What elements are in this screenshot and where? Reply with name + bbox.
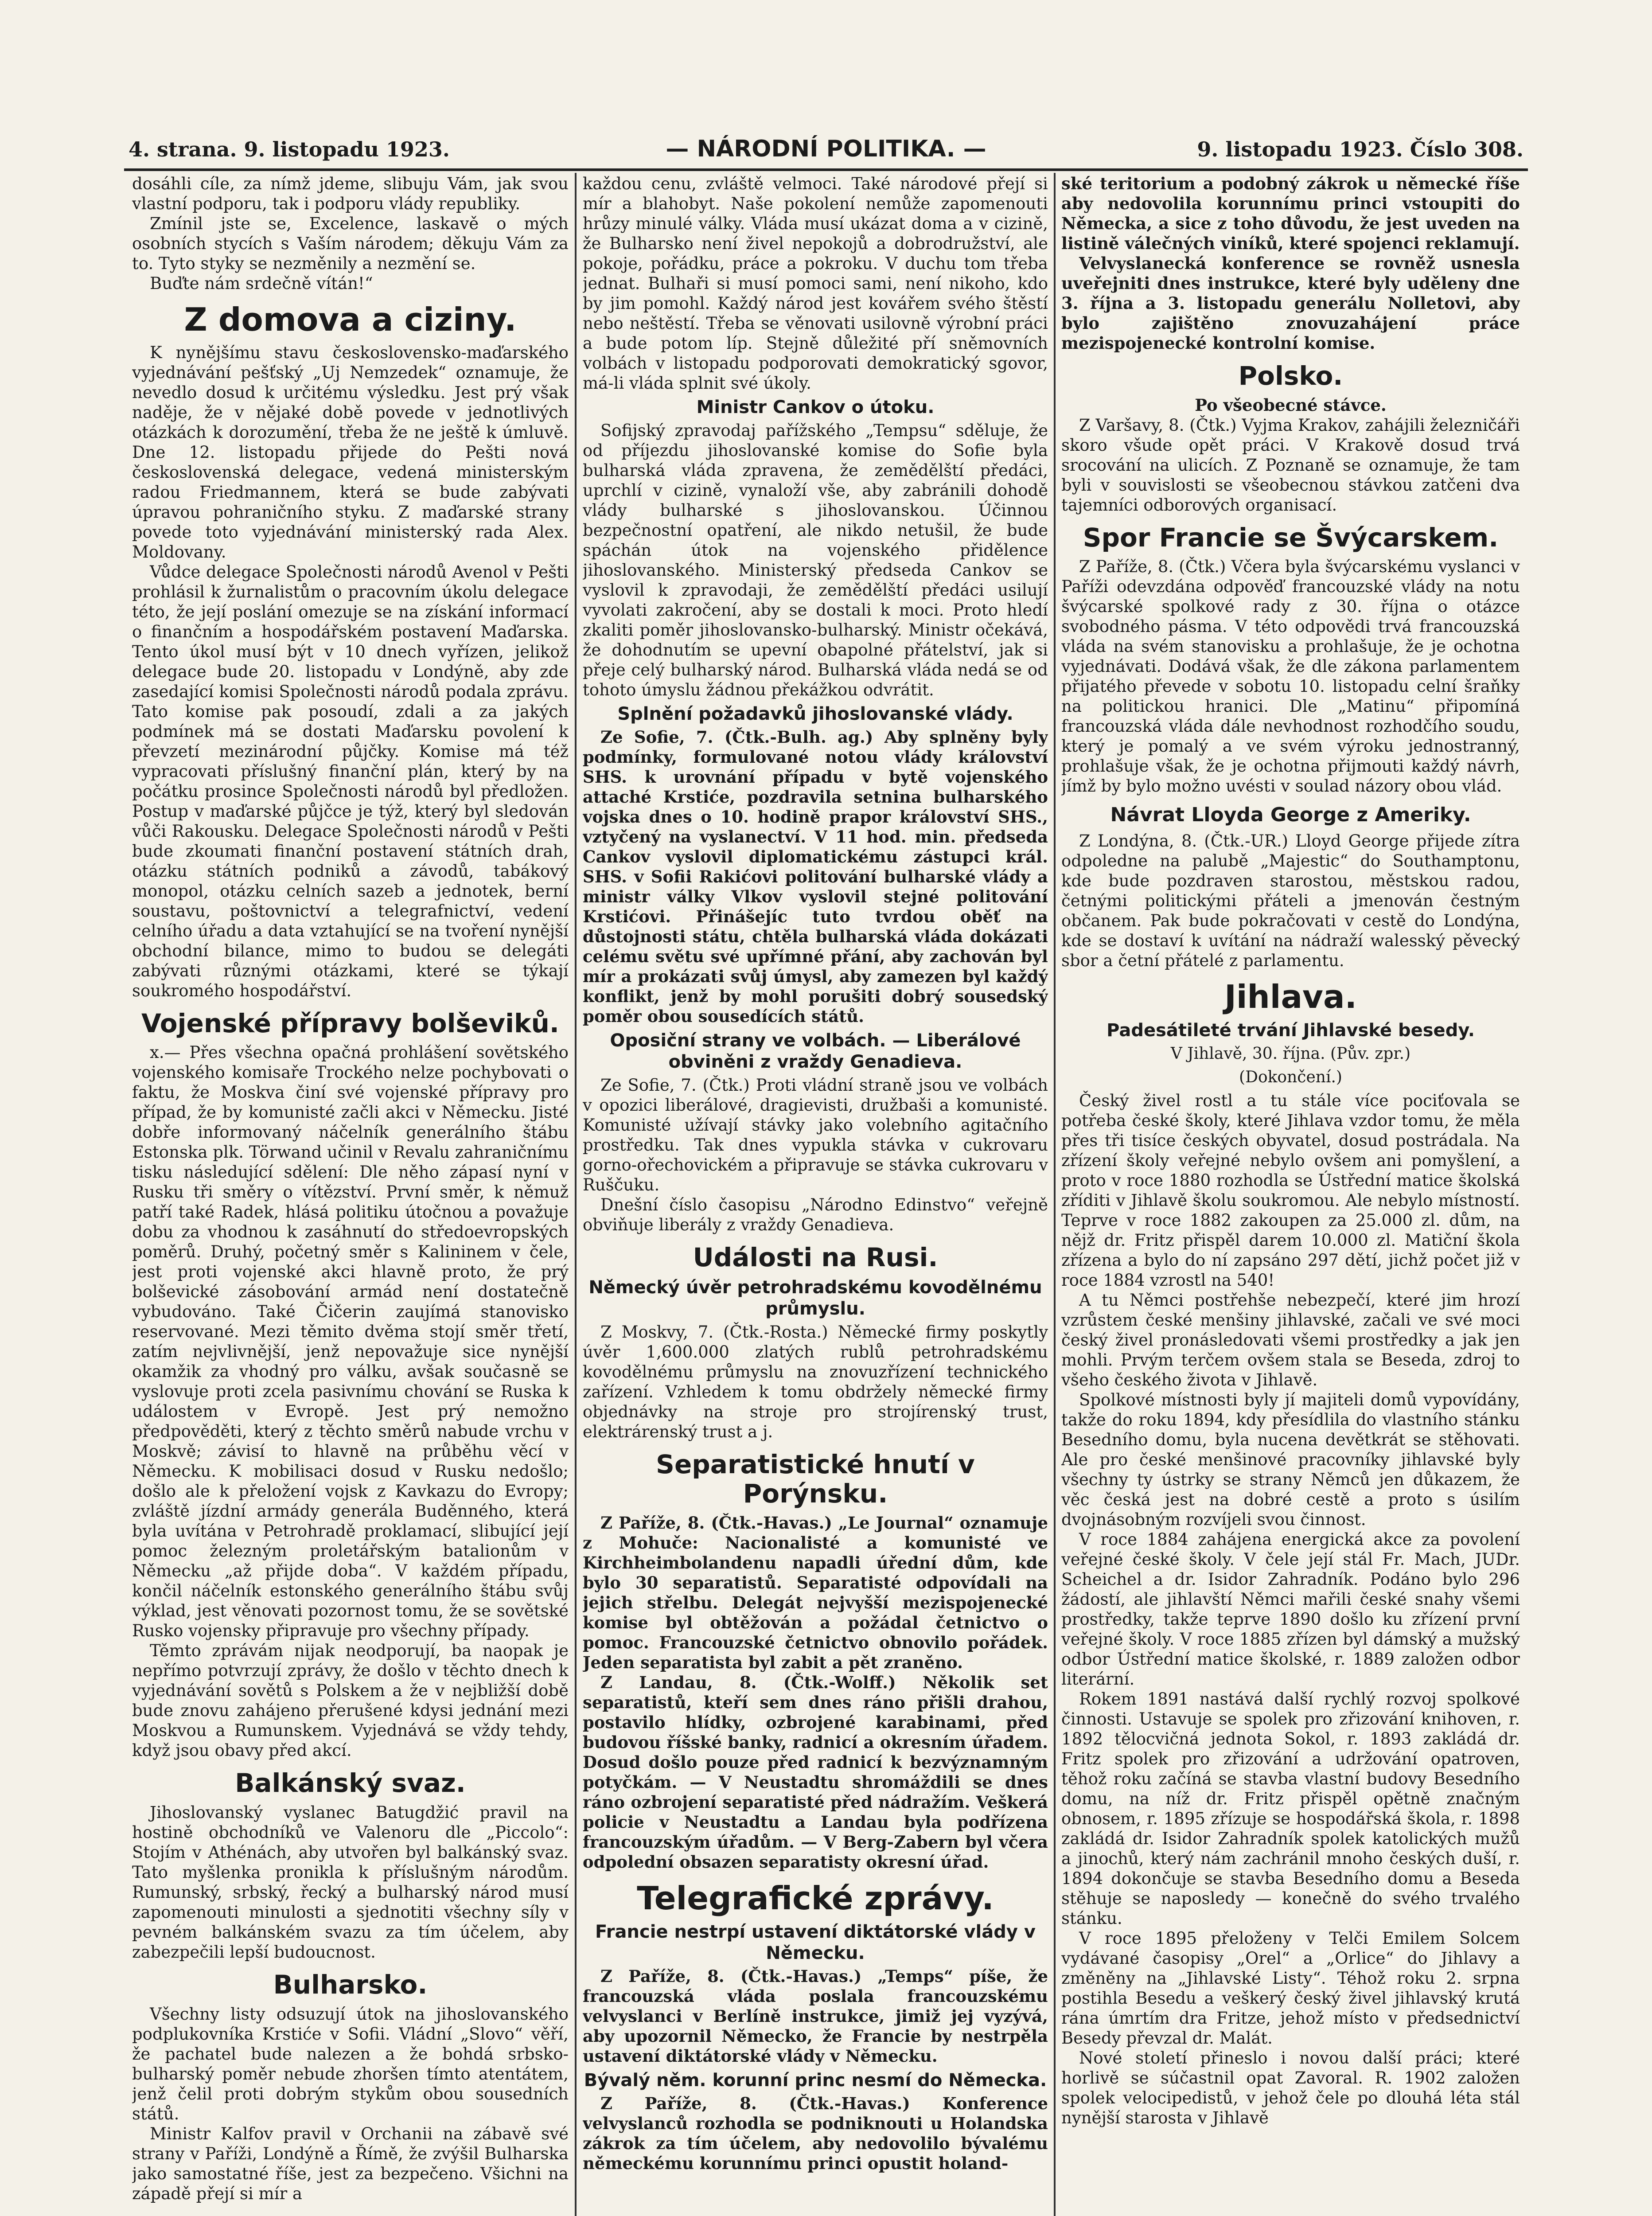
paragraph: Všechny listy odsuzují útok na jihoslovanského podplukovníka Krstiće v Sofii. Vládní „Slovo“ věří, že pachatel bude nalezen a že bohdá srbsko-bulharský poměr nebude zhoršen tímto atentátem, jenž čelil proti dobrým stykům obou sousedních států.: [132, 2004, 569, 2123]
column-1: [132, 174, 569, 2216]
dateline: V Jihlavě, 30. října. (Pův. zpr.): [1170, 1044, 1411, 1063]
article-heading-lloyd: Návrat Lloyda George z Ameriky.: [1110, 804, 1471, 827]
article-heading-vojenske: Vojenské přípravy bolševiků.: [141, 1008, 559, 1038]
paragraph: Ministr Kalfov pravil v Orchanii na zábavě své strany v Paříži, Londýně a Římě, že zvýšil Bulharska jako samostatné říše, jest za bezpečeno. Všichni na západě přejí si mír a: [132, 2124, 569, 2203]
paragraph: V roce 1884 zahájena energická akce za povolení veřejné české školy. V čele její stál Fr. Mach, JUDr. Scheichel a dr. Isidor Zahradník. Podáno bylo 296 žádostí, ale jihlavští Němci mařili české snahy všemi prostředky, takže teprve 1890 došlo ku zřízení první veřejné školy. V roce 1885 zřízen byl dámský a mužský odbor Ústřední matice školské, r. 1889 založen odbor literární.: [1061, 1529, 1520, 1689]
section-heading-rusi: Události na Rusi.: [693, 1242, 938, 1272]
paragraph: Vůdce delegace Společnosti národů Avenol v Pešti prohlásil k žurnalistům o pracovním úkolu delegace této, že její poslání omezuje se na získání informací o finančním a hospodářském postavení Maďarska. Tento úkol musí být v 10 dnech vyřízen, jelikož delegace bude 20. listopadu v Londýně, aby zde zasedající komisi Společnosti národů podala zprávu. Tato komise pak posoudí, zdali a za jakých podmínek má se dostati Maďarsku povolení k převzetí mezinárodní půjčky. Komise má též vypracovati příslušný finanční plán, který by na počátku prosince Společnosti národů byl předložen. Postup v maďarské půjčce je týž, který byl sledován vůči Rakousku. Delegace Společnosti národů v Pešti bude zkoumati finanční postavení státních drah, otázku státních podniků a závodů, tabákový monopol, otázku celních sazeb a jednotek, berní soustavu, poštovnictví a telegrafnictví, vedení celního úřadu a data vztahující se na tvoření nynější obchodní bilance, mimo to budou se delegáti zabývati různými otázkami, které se týkají soukromého hospodářství.: [132, 562, 569, 1000]
issue-date-number: 9. listopadu 1923. Číslo 308.: [1197, 137, 1523, 161]
paragraph: Ze Sofie, 7. (Čtk.) Proti vládní straně jsou ve volbách v opozici liberálové, dragievisti, družbaši a komunisté. Komunisté užívají stávky jako volebního agitačního prostředku. Tak dnes vypukla stávka v cukrovaru gorno-ořechovickém a připravuje se stávka cukrovaru v Ruščuku.: [583, 1076, 1048, 1194]
paragraph: Sofijský zpravodaj pařížského „Tempsu“ sděluje, že od příjezdu jihoslovanské komise do Sofie byla bulharská vláda zpravena, že zemědělští předáci, uprchlí v cizině, vynaloží vše, aby zabránili dohodě vlády bulharské s jihoslovanskou. Účinnou bezpečnostní opatření, ale nikdo netušil, že bude spáchán útok na vojenského přidělence jihoslovanského. Ministerský předseda Cankov se vyslovil k zpravodaji, že zemědělští předáci usilují vyvolati zakročení, aby se dostali k moci. Proto hledí zkaliti poměr jihoslovansko-bulharský. Ministr očekává, že dohodnutím se upevní obapolné přátelství, jak si přeje celý bulharský národ. Bulharská vláda nedá se od tohoto úmyslu žádnou překážkou odvrátit.: [583, 421, 1048, 699]
paragraph: Nové století přineslo i novou další práci; které horlivě se súčastnil opat Zavoral. R. 1902 založen spolek velocipedistů, v jehož čele po dlouhá léta stál nynější starosta v Jihlavě: [1061, 2048, 1520, 2127]
paragraph: Ze Sofie, 7. (Čtk.-Bulh. ag.) Aby splněny byly podmínky, formulované notou vlády království SHS. k urovnání případu v bytě vojenského attaché Krstiće, pozdravila setnina bulharského vojska dnes o 10. hodině prapor království SHS., vztyčený na vyslanectví. V 11 hod. min. předseda Cankov vyslovil diplomatickému zástupci král. SHS. v Sofii Rakićovi politování bulharské vlády a ministr války Vlkov vyslovil stejné politování Krstićovi. Přinášejíc tuto tvrdou oběť na důstojnosti státu, chtěla bulharská vláda dokázati celému světu své upřímné přání, aby zachován byl mír a prokázati svůj úmysl, aby zamezen byl každý konflikt, jenž by mohl porušiti dobrý sousedský poměr obou sousedících států.: [583, 727, 1048, 1026]
article-heading-beseda: Padesátileté trvání Jihlavské besedy.: [1107, 1020, 1475, 1041]
column-3: [1061, 174, 1520, 2216]
paragraph: Z Londýna, 8. (Čtk.-UR.) Lloyd George přijede zítra odpoledne na palubě „Majestic“ do Southamptonu, kde bude pozdraven starostou, městskou radou, četnými politickými přáteli a jmenován čestným občanem. Pak bude pokračovati v cestě do Londýna, kde se dostaví k uvítání na nádraží walesský pěvecký sbor a četní přátelé z parlamentu.: [1061, 831, 1520, 970]
continuation-note: (Dokončení.): [1239, 1068, 1342, 1086]
section-heading-telegraficke: Telegrafické zprávy.: [637, 1880, 994, 1917]
paragraph: Český živel rostl a tu stále více pociťovala se potřeba české školy, které Jihlava vzdor tomu, že měla přes tři tisíce českých obyvatel, dosud postrádala. Na zřízení školy veřejné nebylo ovšem ani pomyšlení, a proto v roce 1880 rozhodla se Ústřední matice školská zříditi v Jihlavě školu soukromou. Ale nebylo místností. Teprve v roce 1882 zakoupen za 25.000 zl. dům, na nějž dr. Fritz přispěl darem 10.000 zl. Matiční škola zřízena a bylo do ní zapsáno 297 dětí, jichž počet již v roce 1884 vzrostl na 540!: [1061, 1091, 1520, 1290]
article-heading-spor: Spor Francie se Švýcarskem.: [1083, 522, 1499, 553]
paragraph: Spolkové místnosti byly jí majiteli domů vypovídány, takže do roku 1894, kdy přesídlila do vlastního stánku Besedního domu, byla nucena devětkrát se stěhovati. Ale pro české menšinové pracovníky jihlavské byly všechny ty ústrky se strany Němců jen důkazem, že věc česká jest na dobré cestě a proto s úsilím dvojnásobným rozvíjeli svou činnost.: [1061, 1390, 1520, 1529]
paragraph: Z Moskvy, 7. (Čtk.-Rosta.) Německé firmy poskytly úvěr 1,600.000 zlatých rublů petrohradskému kovodělnému průmyslu na znovuzřízení technického zařízení. Vzhledem k tomu obdržely německé firmy objednávky na stroje pro strojírenský trust, elektrárenský trust a j.: [583, 1322, 1048, 1441]
article-heading-opozicni: Oposiční strany ve volbách. — Liberálové obviněni z vraždy Genadieva.: [610, 1030, 1021, 1072]
paragraph: Jihoslovanský vyslanec Batugdžić pravil na hostině obchodníků ve Valenoru dle „Piccolo“: Stojím v Athénách, aby utvořen byl balkánský svaz. Tato myšlenka pronikla k příslušným národům. Rumunský, srbský, řecký a bulharský národ musí zapomenouti minulosti a sjednotiti všechny síly v pevném balkánském svazu za tím účelem, aby zabezpečili lepší budoucnost.: [132, 1803, 569, 1962]
paragraph: Z Paříže, 8. (Čtk.-Havas.) „Temps“ píše, že francouzská vláda poslala francouzskému velvyslanci v Berlíně instrukce, jimiž jej vyzývá, aby upozornil Německo, že Francie by nestrpěla ustavení diktátorské vlády v Německu.: [583, 1966, 1048, 2066]
masthead-title: — NÁRODNÍ POLITIKA. —: [666, 136, 986, 162]
column-rule: [575, 173, 577, 2216]
paragraph: Velvyslanecká konference se rovněž usnesla uveřejniti dnes instrukce, které byly uděleny dne 3. října a 3. listopadu generálu Nolletovi, aby bylo zajištěno znovuzahájení práce mezispojenecké kontrolní komise.: [1061, 254, 1520, 353]
column-rule: [1054, 173, 1056, 2216]
article-heading-cankov: Ministr Cankov o útoku.: [696, 397, 935, 417]
paragraph: Z Varšavy, 8. (Čtk.) Vyjma Krakov, zahájili železničáři skoro všude opět práci. V Krakově dosud trvá srocování na ulicích. Z Poznaně se oznamuje, že tam byli v souvislosti se všeobecnou stávkou zatčeni dva tajemníci odborových organisací.: [1061, 415, 1520, 515]
paragraph: A tu Němci postřehše nebezpečí, které jim hrozí vzrůstem české menšiny jihlavské, začali ve své moci český živel pronásledovati všemi prostředky a jak jen mohli. Prvým terčem ovšem stala se Beseda, zdroj to všeho českého života v Jihlavě.: [1061, 1290, 1520, 1389]
paragraph: Zmínil jste se, Excelence, laskavě o mých osobních stycích s Vaším národem; děkuju Vám za to. Tyto styky se nezměnily a nezmění se.: [132, 214, 569, 273]
paragraph: Těmto zprávám nijak neodporují, ba naopak je nepřímo potvrzují zprávy, že došlo v těchto dnech k vyjednávání sovětů s Polskem a že v nejbližší době bude znovu zahájeno přerušené kdysi jednání mezi Moskvou a Rumunskem. Vyjednává se vždy tehdy, když jsou obavy před akcí.: [132, 1641, 569, 1760]
section-heading-jihlava: Jihlava.: [1224, 978, 1357, 1015]
article-heading-princ: Bývalý něm. korunní princ nesmí do Německa.: [584, 2070, 1047, 2091]
paragraph: x.— Přes všechna opačná prohlášení sovětského vojenského komisaře Trockého nelze pochybovati o faktu, že Moskva činí své vojenské přípravy pro případ, že by komunisté začli akci v Německu. Jisté dobře informovaný náčelník generálního štábu Estonska plk. Törwand učinil v Revalu zahraničnímu tisku následující sdělení: Dle něho zápasí nyní v Rusku tři směry o vítězství. První směr, k němuž patří také Radek, hlásá politiku útočnou a považuje dobu za vhodnou k zasáhnutí do středoevropských poměrů. Druhý, početný směr s Kalininem v čele, jest proti vojenské akci hlavně proto, že prý bolševické zásobování armád není dostatečně vybudováno. Také Čičerin zaujímá stanovisko reservované. Mezi těmito dvěma stojí směr třetí, zatím nejvlivnější, jenž nepovažuje sice nynější okamžik za vhodný pro válku, avšak současně se vyslovuje proti zcela pasivnímu chování se Ruska k událostem v Evropě. Jest prý nemožno předpověděti, který z těchto směrů nabude vrchu v Moskvě; závisí to hlavně na průběhu věcí v Německu. K mobilisaci dosud v Rusku nedošlo; došlo ale k přeložení vojsk z Kavkazu do Evropy; zvláště jízdní armády generála Buděnného, která byla uvítána v Petrohradě proklamací, slibující její pomoc železným proletářským batalionům v Německu „až přijde doba“. V každém případu, končil náčelník estonského generálního štábu svůj výklad, jest věnovati pozornost tomu, že se sovětské Rusko vojensky připravuje pro všechny případy.: [132, 1043, 569, 1641]
section-heading-polsko: Polsko.: [1238, 361, 1343, 391]
paragraph: Z Paříže, 8. (Čtk.-Havas.) Konference velvyslanců rozhodla se podniknouti u Holandska zákrok za tím účelem, aby nedovolilo bývalému německému korunnímu princi opustit holand-: [583, 2093, 1048, 2173]
paragraph: Z Landau, 8. (Čtk.-Wolff.) Několik set separatistů, kteří sem dnes ráno přišli drahou, postavilo hlídky, ozbrojené karabinami, před budovou říšské banky, radnicí a okresním úřadem. Dosud došlo pouze před radnicí k bezvýznamným potyčkám. — V Neustadtu shromáždili se dnes ráno ozbrojení separatisté před nádražím. Veškerá policie v Neustadtu a Landau byla podřízena francouzským úřadům. — V Berg-Zabern byl včera odpolední obsazen separatisty okresní úřad.: [583, 1673, 1048, 1872]
column-2: [583, 174, 1048, 2216]
article-heading-francie: Francie nestrpí ustavení diktátorské vlády v Německu.: [595, 1921, 1036, 1963]
paragraph: Z Paříže, 8. (Čtk.-Havas.) „Le Journal“ oznamuje z Mohuče: Nacionalisté a komunisté ve Kirchheimbolandenu napadli úřední dům, kde bylo 30 separatistů. Separatisté odpovídali na jejich střelbu. Delegát nejvyšší mezispojenecké komise byl obtěžován a požádal četnictvo o pomoc. Francouzské četnictvo obnovilo pořádek. Jeden separatista byl zabit a pět zraněno.: [583, 1513, 1048, 1673]
paragraph: Rokem 1891 nastává další rychlý rozvoj spolkové činnosti. Ustavuje se spolek pro zřizování knihoven, r. 1892 tělocvičná jednota Sokol, r. 1893 zakládá dr. Fritz spolek pro zřizování a udržování opatroven, těhož roku začíná se stavba vlastní budovy Besedního domu, na níž dr. Fritz přispěl opětně značným obnosem, r. 1895 zřízuje se hospodářská škola, r. 1898 zakládá dr. Isidor Zahradník spolek katolických mužů a jinochů, který nám zachránil mnoho českých duší, r. 1894 dokončuje se stavba Besedního domu a Beseda stěhuje se naposledy — konečně do svého trvalého stánku.: [1061, 1689, 1520, 1928]
article-subheading-stavka: Po všeobecné stávce.: [1195, 395, 1387, 415]
paragraph: dosáhli cíle, za nímž jdeme, slibuju Vám, jak svou vlastní podporu, tak i podporu vlády republiky.: [132, 174, 569, 213]
article-heading-bulharsko: Bulharsko.: [273, 1970, 428, 2000]
article-heading-uver: Německý úvěr petrohradskému kovodělnému průmyslu.: [588, 1277, 1042, 1319]
paragraph: Z Paříže, 8. (Čtk.) Včera byla švýcarskému vyslanci v Paříži odevzdána odpověď francouzské vlády na notu švýcarské spolkové rady z 30. října o otázce svobodného pásma. V této odpovědi trvá francouzská vláda na svém stanovisku a prohlašuje, že je ochotna vyjednávati. Dodává však, že dle zákona parlamentem přijatého převede v sobotu 10. listopadu celní šraňky na politickou hranici. Dle „Matinu“ připomíná francouzská vláda dále nevhodnost rozhodčího soudu, který je pomalý a ve svém výroku jednostranný, prohlašuje však, že je ochotna přijmouti každý návrh, jímž by bylo možno uvésti v soulad názory obou vlád.: [1061, 557, 1520, 796]
page-number-date: 4. strana. 9. listopadu 1923.: [129, 137, 450, 161]
paragraph: každou cenu, zvláště velmoci. Také národové přejí si mír a blahobyt. Naše pokolení nemůže zapomenouti hrůzy minulé války. Vláda musí ukázat doma a v cizině, že Bulharsko není živel nepokojů a dobrodružství, ale pokoje, pořádku, práce a pokroku. V duchu tom třeba jednat. Bulhaři si musí pomoci sami, není nikoho, kdo by jim pomohl. Každý národ jest kovářem svého štěstí nebo neštěstí. Třeba se věnovati usilovně výrobní práci a bude potom líp. Stejně důležité pří sněmovních volbách v listopadu podporovati demokratický sgovor, má-li vláda splnit své úkoly.: [583, 174, 1048, 393]
paragraph: Dnešní číslo časopisu „Národno Edinstvo“ veřejně obviňuje liberály z vraždy Genadieva.: [583, 1195, 1048, 1234]
paragraph: ské teritorium a podobný zákrok u německé říše aby nedovolila korunnímu princi vstoupiti do Německa, a sice z toho důvodu, že jest uveden na listině válečných viníků, které spojenci reklamují.: [1061, 174, 1520, 253]
paragraph: V roce 1895 přeloženy v Telči Emilem Solcem vydávané časopisy „Orel“ a „Orlice“ do Jihlavy a změněny na „Jihlavské Listy“. Téhož roku 2. srpna postihla Besedu a veškerý český živel jihlavský krutá rána úmrtím dra Fritze, jehož místo v předsednictví Besedy převzal dr. Malát.: [1061, 1928, 1520, 2048]
section-heading-domova: Z domova a ciziny.: [184, 301, 517, 338]
article-heading-splneni: Splnění požadavků jihoslovanské vlády.: [617, 704, 1013, 724]
paragraph: K nynějšímu stavu československo-maďarského vyjednávání pešťský „Uj Nemzedek“ oznamuje, že nevedlo dosud k určitému výsledku. Jest prý však naděje, že v nějaké době povede v jednotlivých otázkách k dorozumění, třeba že ne ještě k úmluvě. Dne 12. listopadu přijede do Pešti nová československá delegace, vedená ministerským radou Friedmannem, která se bude zabývati úpravou pohraničního styku. Z maďarské strany povede toto vyjednávání ministerský rada Alex. Moldovany.: [132, 343, 569, 562]
running-head: [124, 133, 1528, 171]
article-heading-balkansky: Balkánský svaz.: [235, 1768, 466, 1799]
article-heading-separatisticke: Separatistické hnutí v Porýnsku.: [656, 1449, 975, 1509]
paragraph: Buďte nám srdečně vítán!“: [150, 274, 373, 293]
